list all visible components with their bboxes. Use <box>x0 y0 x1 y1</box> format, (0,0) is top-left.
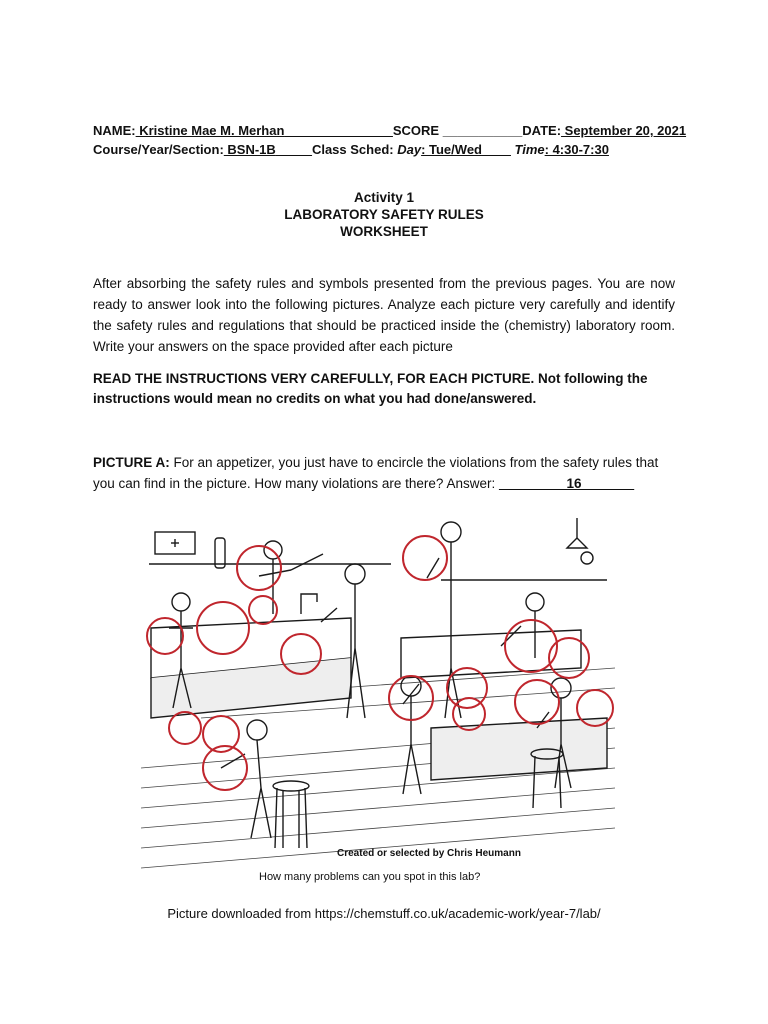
course-label: Course/Year/Section: <box>93 142 224 157</box>
course-value <box>224 142 312 157</box>
figure-question: How many problems can you spot in this lab? <box>259 871 481 883</box>
sched-label: Class Sched: <box>311 142 398 157</box>
time-label: Time <box>514 142 545 157</box>
picture-a-prompt <box>93 452 675 494</box>
header-course-line <box>93 142 609 157</box>
picture-credit: Picture downloaded from https://chemstuff.co.uk/academic-work/year-7/lab/ <box>167 906 601 921</box>
wall-clock <box>581 552 593 564</box>
lab-safety-illustration <box>141 518 615 890</box>
picture-a-text: For an appetizer, you just have to encircle the violations from the safety rules that you can find in the picture. How many violations are there? Answer: <box>93 455 659 491</box>
header-name-line <box>93 123 686 138</box>
activity-subtitle: LABORATORY SAFETY RULES <box>284 207 484 222</box>
name-label: NAME: <box>93 123 136 138</box>
day-text: : Tue/Wed <box>421 142 482 157</box>
name-text: Kristine Mae M. Merhan <box>135 123 285 138</box>
score-label: SCORE <box>392 123 440 138</box>
intro-paragraph: After absorbing the safety rules and symbols presented from the previous pages. You are now ready to answer look into the following pictures. Analyze each picture very carefully and identify the safety rules and regulations that should be practiced inside the (chemistry) laboratory room. Write your answers on the space provided after each picture <box>93 276 675 354</box>
score-blank: ___________ <box>442 123 523 138</box>
name-value <box>136 123 393 138</box>
day-blank: ____ <box>481 142 511 157</box>
time-value: : 4:30-7:30 <box>544 142 609 157</box>
picture-a-label: PICTURE A: <box>93 455 170 470</box>
course-text: BSN-1B <box>223 142 276 157</box>
lab-drawing <box>141 518 615 890</box>
day-value <box>421 142 511 157</box>
ceiling-lamp <box>567 538 587 548</box>
course-blank: _____ <box>275 142 312 157</box>
figure-created-by: Created or selected by Chris Heumann <box>337 848 521 859</box>
date-value: September 20, 2021 <box>561 123 687 138</box>
day-label: Day <box>397 142 422 157</box>
picture-a-answer: _________16_______ <box>498 476 635 491</box>
date-label: DATE: <box>522 123 562 138</box>
sink-faucet <box>301 594 317 614</box>
name-blank: _______________ <box>284 123 393 138</box>
activity-worksheet: WORKSHEET <box>340 224 428 239</box>
activity-title: Activity 1 <box>353 190 415 205</box>
instructions-warning: READ THE INSTRUCTIONS VERY CAREFULLY, FOR EACH PICTURE. Not following the instructions would mean no credits on what you had done/answered. <box>93 371 648 406</box>
